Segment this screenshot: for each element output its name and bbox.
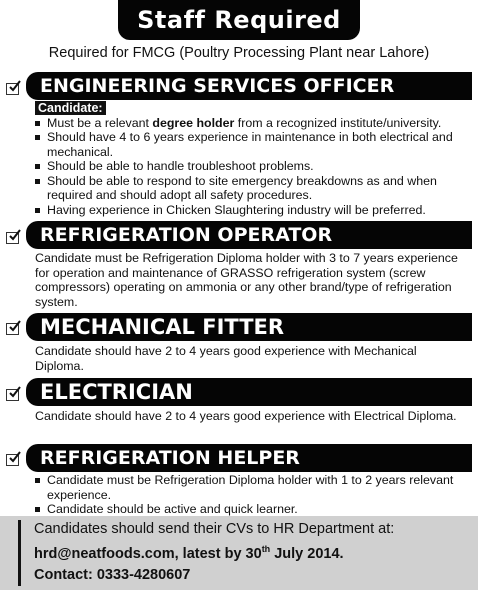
bullet-icon (35, 478, 40, 483)
bullet-icon (35, 121, 40, 126)
list-item: Should be able to handle troubleshoot problems. (35, 159, 468, 174)
section-heading: REFRIGERATION HELPER (40, 447, 300, 469)
checkbox-icon (6, 83, 19, 95)
section-heading: ELECTRICIAN (40, 380, 193, 404)
section-body (35, 344, 468, 373)
section-body (35, 101, 468, 217)
bullet-icon (35, 208, 40, 213)
candidate-label: Candidate: (35, 101, 106, 115)
section-body (35, 251, 468, 309)
footer-deadline: hrd@neatfoods.com, latest by 30th July 2014. (34, 544, 344, 562)
section-heading-bar (26, 444, 472, 472)
list-item: Should have 4 to 6 years experience in maintenance in both electrical and mechanical. (35, 130, 468, 159)
footer-divider (18, 520, 21, 586)
section-heading-bar (26, 72, 472, 100)
section-heading: ENGINEERING SERVICES OFFICER (40, 75, 395, 97)
checkbox-icon (6, 454, 19, 466)
section-heading-bar (26, 221, 472, 249)
requirements-list (35, 473, 468, 517)
title-banner (118, 0, 360, 40)
requirements-list (35, 116, 468, 218)
checkbox-icon (6, 232, 19, 244)
bullet-icon (35, 164, 40, 169)
list-item: Candidate must be Refrigeration Diploma holder with 1 to 2 years relevant experience. (35, 473, 468, 502)
page-title: Staff Required (137, 6, 341, 34)
section-body (35, 473, 468, 517)
subtitle: Required for FMCG (Poultry Processing Plant near Lahore) (48, 45, 430, 61)
checkbox-icon (6, 323, 19, 335)
list-item: Having experience in Chicken Slaughtering industry will be preferred. (35, 203, 468, 218)
checkbox-icon (6, 389, 19, 401)
section-text: Candidate should have 2 to 4 years good experience with Electrical Diploma. (35, 409, 457, 423)
list-item: Must be a relevant degree holder from a recognized institute/university. (35, 116, 468, 131)
section-heading-bar (26, 313, 472, 341)
footer-instructions: Candidates should send their CVs to HR Department at: (34, 521, 395, 537)
bullet-icon (35, 179, 40, 184)
bullet-icon (35, 507, 40, 512)
list-item: Candidate should be active and quick learner. (35, 502, 468, 517)
contact-footer (0, 516, 478, 590)
section-text: Candidate must be Refrigeration Diploma holder with 3 to 7 years experience for operation and maintenance of GRASSO refrigeration system (screw compressors) operating on ammonia or any other brand/type of refrigeration system. (35, 251, 458, 309)
section-text: Candidate should have 2 to 4 years good experience with Mechanical Diploma. (35, 344, 417, 373)
section-heading: REFRIGERATION OPERATOR (40, 224, 333, 246)
section-heading: MECHANICAL FITTER (40, 315, 285, 339)
list-item: Should be able to respond to site emergency breakdowns as and when required and should adopt all safety procedures. (35, 174, 468, 203)
footer-contact: Contact: 0333-4280607 (34, 567, 191, 583)
email-link[interactable]: hrd@neatfoods.com (34, 545, 175, 562)
section-body (35, 409, 468, 424)
bullet-icon (35, 135, 40, 140)
section-heading-bar (26, 378, 472, 406)
